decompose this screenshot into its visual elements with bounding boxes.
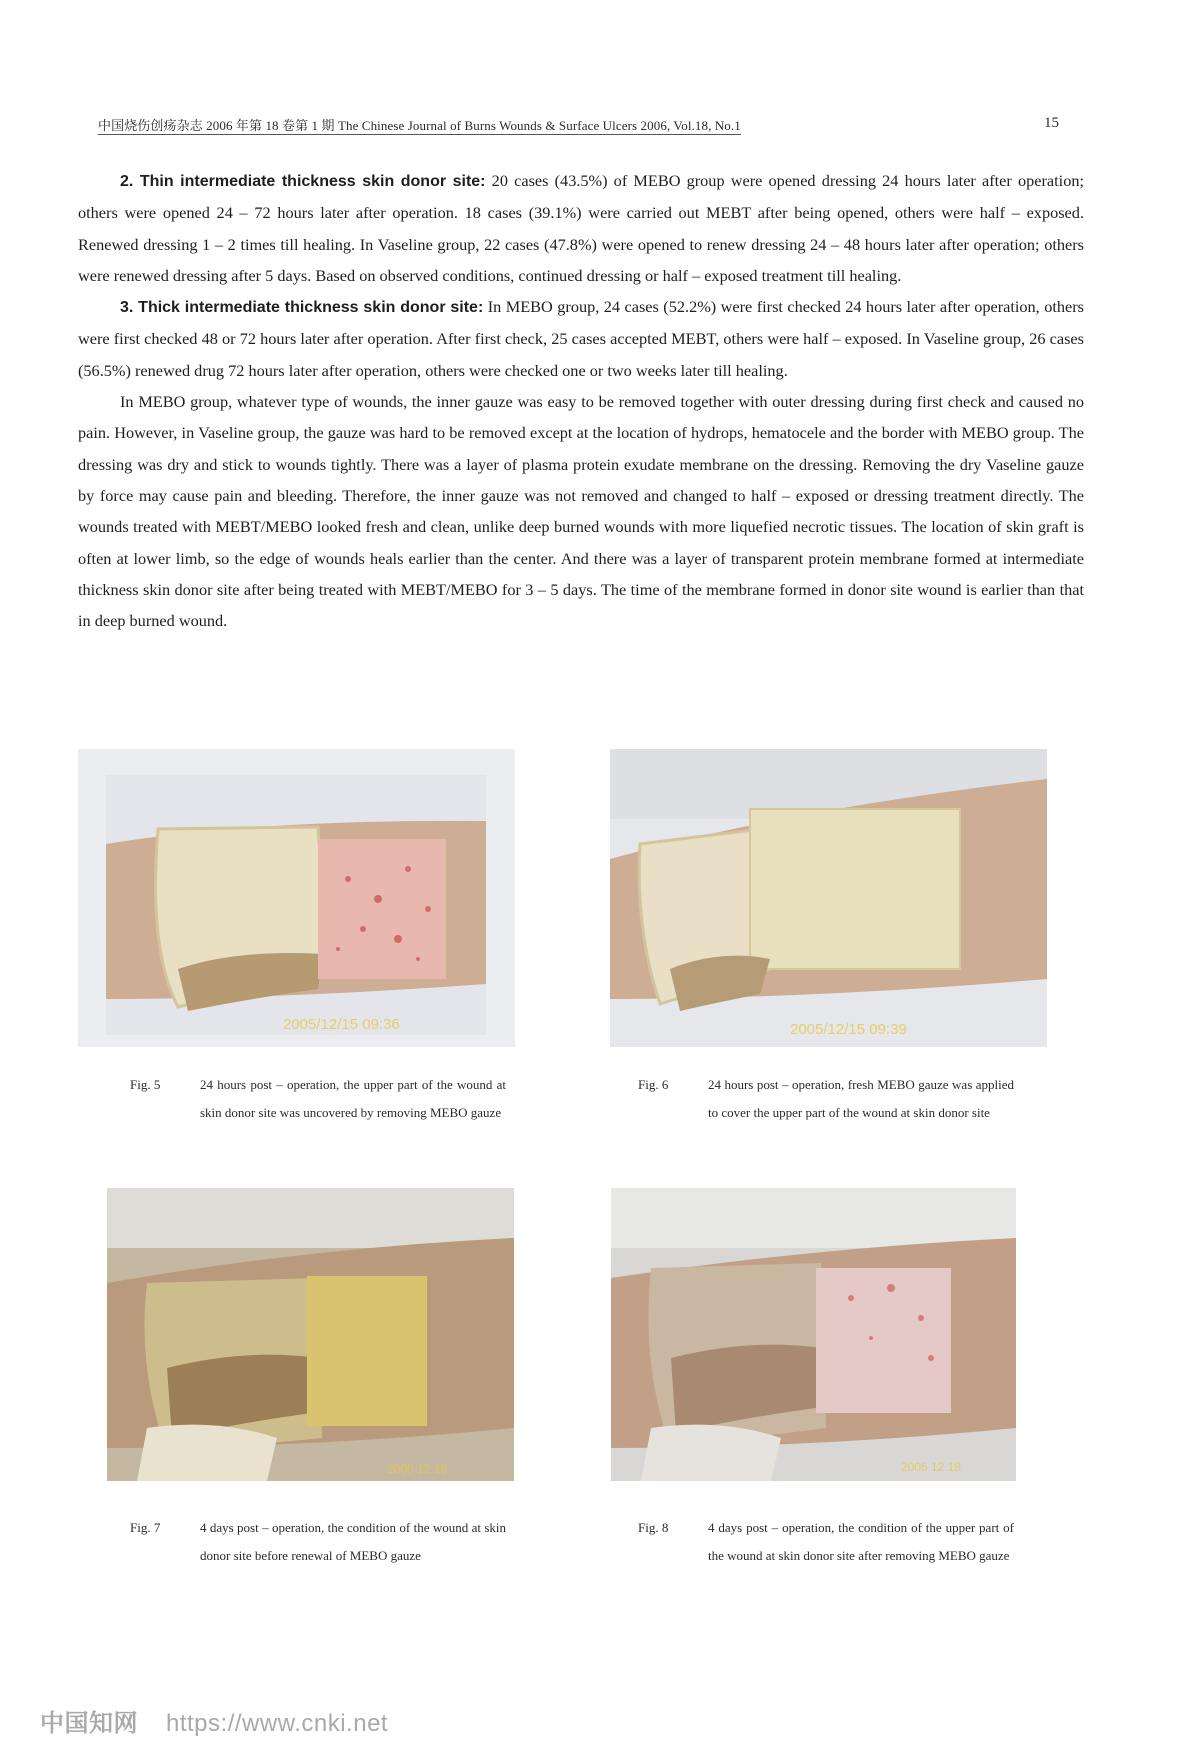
figure-6-date-stamp: 2005/12/15 09:39 (790, 1021, 907, 1038)
figure-8-caption (638, 1514, 1028, 1604)
paragraph-heading: 2. Thin intermediate thickness skin donor site: (120, 173, 486, 190)
paragraph-text: 20 cases (43.5%) of MEBO group were opened dressing 24 hours later after operation; others were opened 24 – 72 hours later after operation. 18 cases (39.1%) were carried out MEBT after being opened, others were half – exposed. Renewed dressing 1 – 2 times till healing. In Vaseline group, 22 cases (47.8%) were opened to renew dressing 24 – 48 hours later after operation; others were renewed dressing after 5 days. Based on observed conditions, continued dressing or half – exposed treatment till healing. (78, 171, 1084, 285)
paragraph-thick-donor-site (78, 291, 1084, 386)
figure-6-image (610, 749, 1047, 1047)
figure-7-photo (107, 1188, 514, 1481)
paragraph-discussion (78, 386, 1084, 636)
figure-6-label: Fig. 6 (638, 1077, 669, 1092)
figure-8-date-stamp: 2005 12 18 (901, 1460, 962, 1474)
figure-7-image (107, 1188, 514, 1481)
figure-7-label: Fig. 7 (130, 1520, 161, 1535)
cnki-watermark (40, 1703, 388, 1738)
figure-6-caption (638, 1071, 1028, 1161)
figure-6-photo (610, 749, 1047, 1047)
figure-5-caption (130, 1071, 520, 1161)
figure-7-caption-text: 4 days post – operation, the condition of the wound at skin donor site before renewal of MEBO gauze (200, 1520, 506, 1563)
figure-8-image (611, 1188, 1016, 1481)
watermark-url[interactable]: https://www.cnki.net (166, 1710, 389, 1737)
paragraph-text: In MEBO group, 24 cases (52.2%) were first checked 24 hours later after operation, others were first checked 48 or 72 hours later after operation. After first check, 25 cases accepted MEBT, others were half – exposed. In Vaseline group, 26 cases (56.5%) renewed drug 72 hours later after operation, others were checked one or two weeks later till healing. (78, 297, 1084, 380)
figure-8-caption-text: 4 days post – operation, the condition of the upper part of the wound at skin donor site after removing MEBO gauze (708, 1520, 1014, 1563)
paragraph-heading: 3. Thick intermediate thickness skin donor site: (120, 299, 484, 317)
running-head (98, 115, 1059, 134)
figure-5-image (78, 749, 515, 1047)
paragraph-text: In MEBO group, whatever type of wounds, the inner gauze was easy to be removed together with outer dressing during first check and caused no pain. However, in Vaseline group, the gauze was hard to be removed except at the location of hydrops, hematocele and the border with MEBO group. The dressing was dry and stick to wounds tightly. There was a layer of plasma protein exudate membrane on the dressing. Removing the dry Vaseline gauze by force may cause pain and bleeding. Therefore, the inner gauze was not removed and changed to half – exposed or dressing treatment directly. The wounds treated with MEBT/MEBO looked fresh and clean, unlike deep burned wounds with more liquefied necrotic tissues. The location of skin graft is often at lower limb, so the edge of wounds heals earlier than the center. And there was a layer of transparent protein membrane formed at intermediate thickness skin donor site after being treated with MEBT/MEBO for 3 – 5 days. The time of the membrane formed in donor site wound is earlier than that in deep burned wound. (78, 392, 1084, 631)
figure-5-photo (78, 749, 515, 1047)
paragraph-thin-donor-site (78, 165, 1084, 291)
watermark-site-name: 中国知网 (40, 1710, 138, 1737)
figure-7-date-stamp: 2005 12 18 (387, 1462, 448, 1476)
figure-6-caption-text: 24 hours post – operation, fresh MEBO gauze was applied to cover the upper part of the wound at skin donor site (708, 1077, 1014, 1120)
figure-5-caption-text: 24 hours post – operation, the upper part of the wound at skin donor site was uncovered by removing MEBO gauze (200, 1077, 506, 1120)
figure-8-photo (611, 1188, 1016, 1481)
running-head-text: 中国烧伤创疡杂志 2006 年第 18 卷第 1 期 The Chinese Journal of Burns Wounds & Surface Ulcers 2006, Vol.18, No.1 (98, 118, 741, 133)
figure-8-label: Fig. 8 (638, 1520, 669, 1535)
page-number: 15 (1044, 115, 1059, 131)
figure-5-date-stamp: 2005/12/15 09:36 (283, 1016, 400, 1033)
article-body (78, 165, 1084, 636)
figure-7-caption (130, 1514, 520, 1604)
figure-5-label: Fig. 5 (130, 1077, 161, 1092)
